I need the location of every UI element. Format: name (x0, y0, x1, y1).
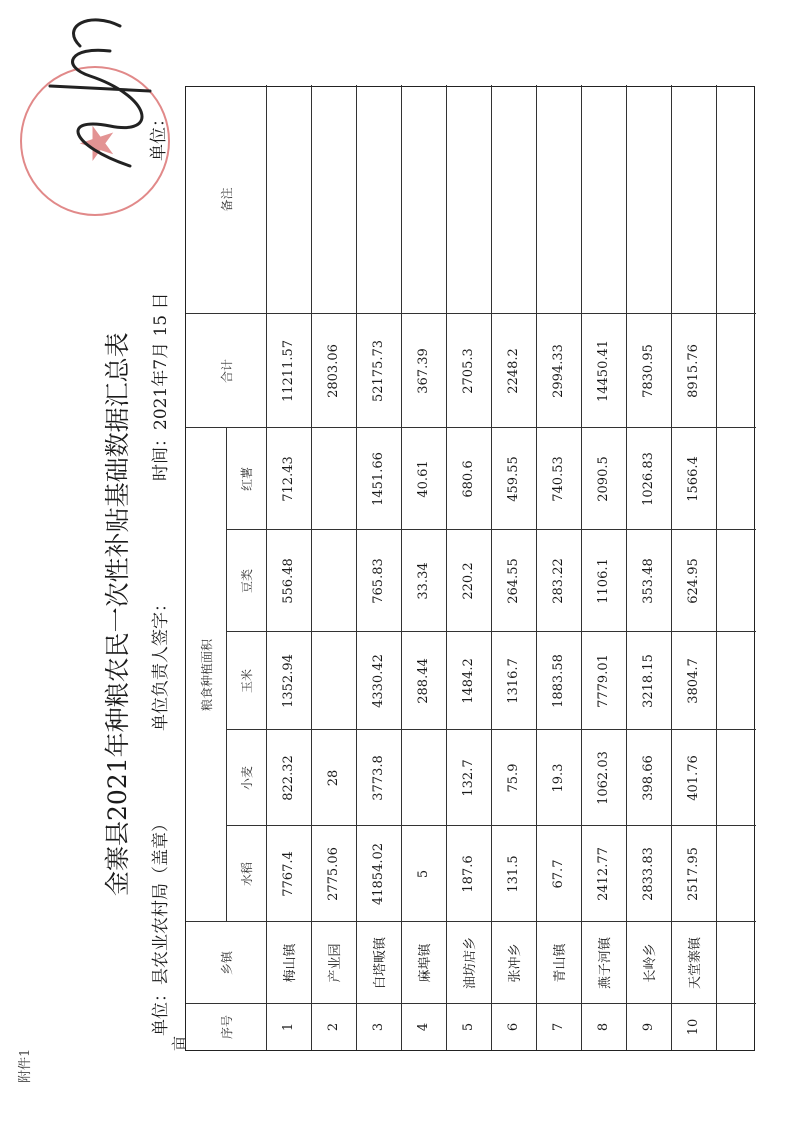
table-cell-rice: 187.6 (461, 855, 476, 893)
table-cell-corn: 7779.01 (596, 654, 611, 708)
table-cell-remark (536, 85, 581, 314)
table-cell-total: 14450.41 (596, 339, 611, 403)
table-cell-rice: 41854.02 (371, 842, 386, 906)
header-sweet-potato: 红薯 (239, 467, 254, 492)
table-cell-index: 10 (686, 1018, 701, 1036)
table-cell-rice: 67.7 (551, 859, 566, 889)
table-cell-remark (356, 85, 401, 314)
header-rice: 水稻 (239, 862, 254, 887)
table-cell-beans: 353.48 (641, 558, 656, 604)
table-cell-wheat: 28 (326, 769, 341, 787)
table-cell-town: 油坊店乡 (463, 937, 478, 990)
seal-star-icon: ★ (70, 122, 124, 164)
table-cell-sweet_potato: 1026.83 (641, 452, 656, 506)
table-cell-index: 1 (281, 1022, 296, 1032)
table-cell-sweet_potato: 1451.66 (371, 452, 386, 506)
header-signer: 单位负责人签字： (151, 595, 171, 731)
table-cell-wheat: 19.3 (551, 763, 566, 793)
table-cell-corn: 1484.2 (461, 658, 476, 704)
table-cell-index: 7 (551, 1022, 566, 1032)
table-cell-corn: 4330.42 (371, 654, 386, 708)
table-cell-wheat: 3773.8 (371, 755, 386, 801)
table-cell-rice: 5 (416, 869, 431, 879)
table-cell-beans: 220.2 (461, 562, 476, 600)
table-cell-beans: 1106.1 (596, 558, 611, 604)
table-cell-rice: 2833.83 (641, 847, 656, 901)
table-cell-wheat: 401.76 (686, 755, 701, 801)
table-cell-remark (401, 85, 446, 314)
table-cell-corn (311, 632, 356, 730)
document-title: 金寨县2021年种粮农民一次性补贴基础数据汇总表 (103, 332, 132, 896)
table-cell-wheat (401, 730, 446, 826)
table-cell-sweet_potato: 2090.5 (596, 456, 611, 502)
table-cell-remark (311, 85, 356, 314)
table-cell-remark (581, 85, 626, 314)
table-cell-rice: 2517.95 (686, 847, 701, 901)
table-cell-total: 11211.57 (281, 339, 296, 403)
table-cell-index: 5 (461, 1022, 476, 1032)
header-unit-mu: 亩 (170, 1035, 188, 1051)
table-cell-town: 张冲乡 (508, 943, 523, 983)
header-beans: 豆类 (239, 569, 254, 594)
header-index: 序号 (219, 1015, 234, 1040)
table-cell-corn: 3804.7 (686, 658, 701, 704)
table-cell-rice: 2412.77 (596, 847, 611, 901)
table-cell-wheat: 822.32 (281, 755, 296, 801)
table-cell-beans: 33.34 (416, 562, 431, 600)
table-cell-corn: 3218.15 (641, 654, 656, 708)
table-cell-index: 9 (641, 1022, 656, 1032)
table-cell-index: 6 (506, 1022, 521, 1032)
table-cell-sweet_potato: 459.55 (506, 456, 521, 502)
table-cell-remark (671, 85, 716, 314)
table-cell-rice: 2775.06 (326, 847, 341, 901)
header-unit: 单位：县农业农村局（盖章） (151, 815, 171, 1036)
table-cell-total: 2803.06 (326, 344, 341, 398)
table-cell-remark (626, 85, 671, 314)
table-cell-town: 产业园 (328, 943, 343, 983)
header-corn: 玉米 (239, 669, 254, 694)
table-cell-sweet_potato (311, 428, 356, 530)
table-cell-beans: 556.48 (281, 558, 296, 604)
table-cell-rice: 7767.4 (281, 851, 296, 897)
table-cell-sweet_potato: 680.6 (461, 460, 476, 498)
table-cell-corn: 1352.94 (281, 654, 296, 708)
table-cell-corn: 288.44 (416, 658, 431, 704)
table-cell-wheat: 398.66 (641, 755, 656, 801)
table-cell-sweet_potato: 712.43 (281, 456, 296, 502)
header-remark: 备注 (219, 187, 234, 212)
table-cell-wheat: 75.9 (506, 763, 521, 793)
table-cell-sweet_potato: 1566.4 (686, 456, 701, 502)
header-wheat: 小麦 (239, 766, 254, 791)
table-cell-beans: 624.95 (686, 558, 701, 604)
table-cell-town: 燕子河镇 (598, 937, 613, 990)
table-cell-beans (311, 530, 356, 632)
table-hline (716, 85, 717, 1050)
table-cell-index: 4 (416, 1022, 431, 1032)
header-time: 时间：2021年7月 15 日 (151, 292, 171, 481)
table-cell-wheat: 1062.03 (596, 751, 611, 805)
header-grain-area: 粮食种植面积 (199, 639, 214, 712)
table-cell-beans: 765.83 (371, 558, 386, 604)
table-cell-index: 2 (326, 1022, 341, 1032)
table-cell-remark (491, 85, 536, 314)
header-unit-right: 单位： (149, 110, 169, 161)
table-cell-town: 梅山镇 (283, 943, 298, 983)
table-cell-index: 3 (371, 1022, 386, 1032)
table-cell-corn: 1316.7 (506, 658, 521, 704)
table-cell-town: 白塔畈镇 (373, 937, 388, 990)
table-cell-sweet_potato: 740.53 (551, 456, 566, 502)
table-cell-beans: 283.22 (551, 558, 566, 604)
table-cell-wheat: 132.7 (461, 759, 476, 797)
table-cell-remark (266, 85, 311, 314)
table-cell-total: 2994.33 (551, 344, 566, 398)
table-cell-town: 青山镇 (553, 943, 568, 983)
table-cell-beans: 264.55 (506, 558, 521, 604)
table-cell-total: 2248.2 (506, 348, 521, 394)
table-cell-remark (446, 85, 491, 314)
table-cell-total: 367.39 (416, 348, 431, 394)
table-cell-town: 长岭乡 (643, 943, 658, 983)
data-table (185, 86, 755, 1051)
table-cell-sweet_potato: 40.61 (416, 460, 431, 498)
table-cell-corn: 1883.58 (551, 654, 566, 708)
attachment-label: 附件1 (18, 1048, 33, 1083)
table-cell-total: 8915.76 (686, 344, 701, 398)
table-cell-rice: 131.5 (506, 855, 521, 893)
header-total: 合计 (219, 359, 234, 384)
table-cell-town: 天堂寨镇 (688, 937, 703, 990)
handwritten-signature (30, 0, 170, 186)
table-cell-total: 2705.3 (461, 348, 476, 394)
table-cell-index: 8 (596, 1022, 611, 1032)
table-cell-total: 7830.95 (641, 344, 656, 398)
header-town: 乡镇 (219, 951, 234, 976)
table-cell-town: 麻埠镇 (418, 943, 433, 983)
table-cell-total: 52175.73 (371, 339, 386, 403)
